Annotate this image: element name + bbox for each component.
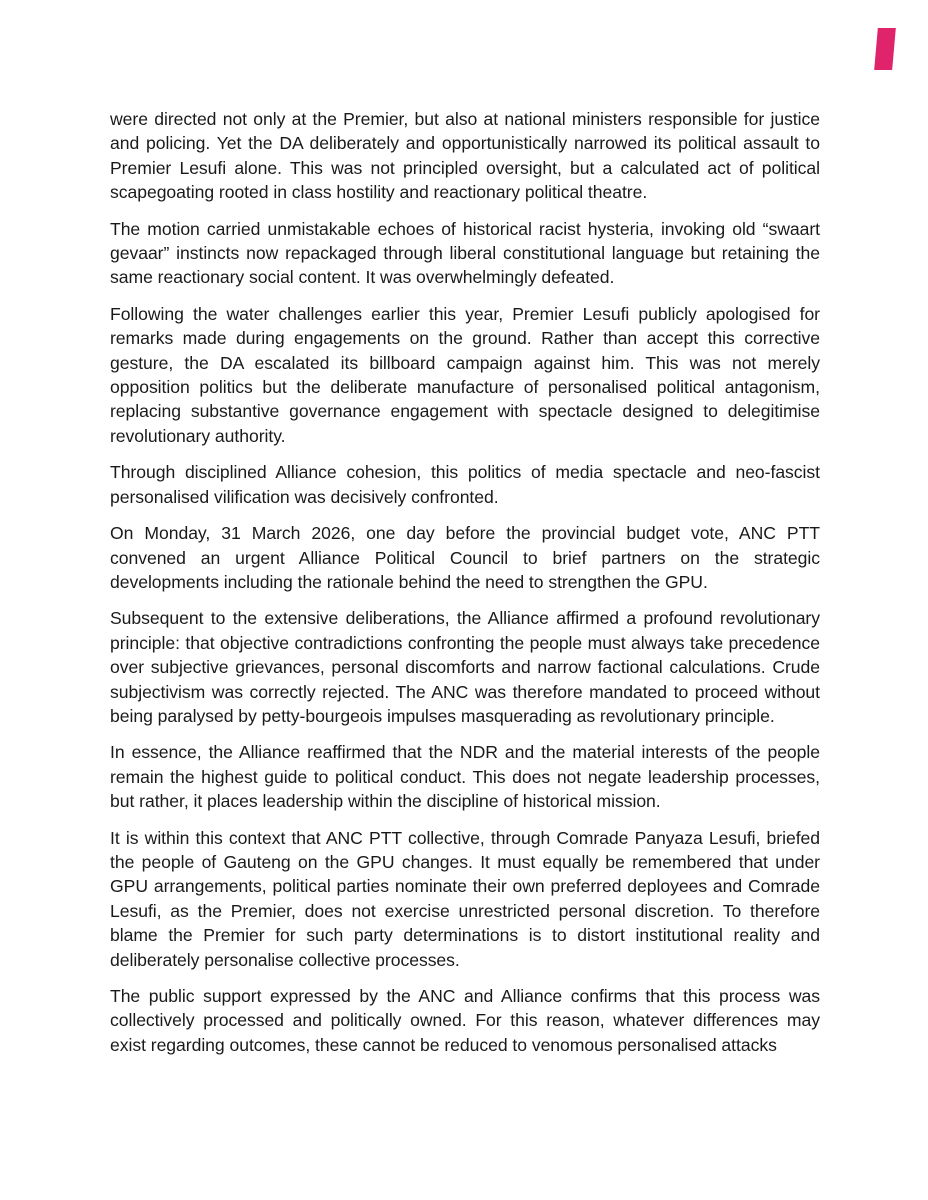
- document-body: [110, 107, 820, 1069]
- paragraph-8: It is within this context that ANC PTT collective, through Comrade Panyaza Lesufi, briefed the people of Gauteng on the GPU changes. It must equally be remembered that under GPU arrangements, political parties nominate their own preferred deployees and Comrade Lesufi, as the Premier, does not exercise unrestricted personal discretion. To therefore blame the Premier for such party determinations is to distort institutional reality and deliberately personalise collective processes.: [110, 827, 820, 970]
- paragraph-6: Subsequent to the extensive deliberations, the Alliance affirmed a profound revolutionary principle: that objective contradictions confronting the people must always take precedence over subjective grievances, personal discomforts and narrow factional calculations. Crude subjectivism was correctly rejected. The ANC was therefore mandated to proceed without being paralysed by petty-bourgeois impulses masquerading as revolutionary principle.: [110, 608, 820, 726]
- paragraph-7: In essence, the Alliance reaffirmed that the NDR and the material interests of the people remain the highest guide to political conduct. This does not negate leadership processes, but rather, it places leadership within the discipline of historical mission.: [110, 742, 820, 812]
- paragraph-4: Through disciplined Alliance cohesion, this politics of media spectacle and neo-fascist personalised vilification was decisively confronted.: [110, 462, 820, 507]
- paragraph-2: The motion carried unmistakable echoes of historical racist hysteria, invoking old “swaart gevaar” instincts now repackaged through liberal constitutional language but retaining the same reactionary social content. It was overwhelmingly defeated.: [110, 218, 820, 288]
- paragraph-1: were directed not only at the Premier, but also at national ministers responsible for justice and policing. Yet the DA deliberately and opportunistically narrowed its political assault to Premier Lesufi alone. This was not principled oversight, but a calculated act of political scapegoating rooted in class hostility and reactionary political theatre.: [110, 109, 820, 203]
- paragraph-9: The public support expressed by the ANC and Alliance confirms that this process was collectively processed and politically owned. For this reason, whatever differences may exist regarding outcomes, these cannot be reduced to venomous personalised attacks: [110, 986, 820, 1055]
- paragraph-5: On Monday, 31 March 2026, one day before the provincial budget vote, ANC PTT convened an urgent Alliance Political Council to brief partners on the strategic developments including the rationale behind the need to strengthen the GPU.: [110, 523, 820, 592]
- pink-page-marker: [874, 28, 896, 70]
- paragraph-3: Following the water challenges earlier this year, Premier Lesufi publicly apologised for remarks made during engagements on the ground. Rather than accept this corrective gesture, the DA escalated its billboard campaign against him. This was not merely opposition politics but the deliberate manufacture of personalised political antagonism, replacing substantive governance engagement with spectacle designed to delegitimise revolutionary authority.: [110, 303, 820, 446]
